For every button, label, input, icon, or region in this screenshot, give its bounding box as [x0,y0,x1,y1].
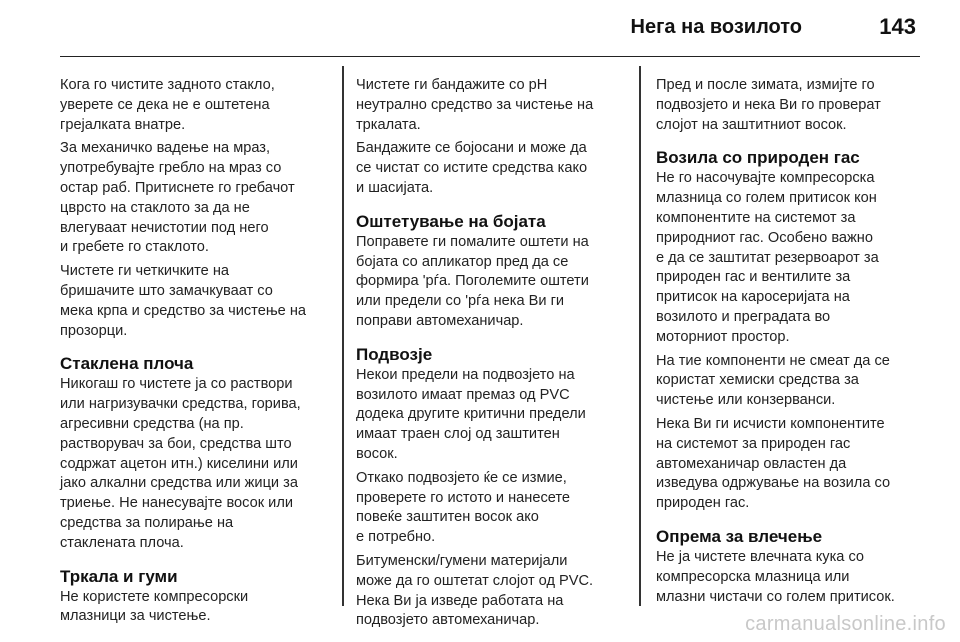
page-number: 143 [879,14,916,39]
paragraph: За механичко вадење на мраз, употребувајте гребло на мраз со остар раб. Притиснете го гребачот цврсто на стаклото за да не влегуваат нечистотии под него и гребете го стаклото. [60,140,295,256]
paragraph: Чистете ги четкичките на бришачите што замачкуваат со мека крпа и средство за чистење на прозорци. [60,263,307,339]
page-header [60,0,920,57]
paragraph: Чистете ги бандажите со pH неутрално средство за чистење на тркалата. [356,77,594,133]
column-2 [356,76,628,629]
section-heading: Тркала и гуми [60,566,178,586]
paragraph: Поправете ги помалите оштети на бојата со апликатор пред да се формира 'рѓа. Поголемите оштети или предели со 'рѓа нека Ви ги поправи автомеханичар. [356,233,589,329]
paragraph: Не го насочувајте компресорска млазница со голем притисок кон компонентите на системот за природниот гас. Особено важно е да се заштитат резервоарот за природен гас и вентилите за притисок на каросеријата на возилото и преградата во моторниот простор. [656,170,879,345]
paragraph: Не користете компресорски млазници за чистење. [60,588,249,625]
paragraph: Битуменски/гумени материјали може да го оштетат слојот од PVC. Нека Ви ја изведе работата на подвозјето автомеханичар. [356,552,594,629]
section-heading: Возила со природен гас [656,148,860,168]
paragraph: Нека Ви ги исчисти компонентите на системот за природен гас автомеханичар овластен да изведува одржување на возила со природен гас. [656,415,891,512]
section-heading: Оштетување на бојата [356,211,546,231]
section-heading: Подвозје [356,344,433,364]
column-divider [342,66,344,606]
section-heading: Опрема за влечење [656,526,823,546]
page-title: Нега на возилото [630,16,802,38]
paragraph: Бандажите се бојосани и може да се чистат со истите средства како и шасијата. [356,140,588,196]
column-3 [656,76,926,606]
paragraph: Некои предели на подвозјето на возилото имаат премаз од PVC додека другите критични предели имаат траен слој од заштитен восок. [356,366,586,462]
paragraph: На тие компоненти не смеат да се користат хемиски средства за чистење или конзерванси. [656,352,890,409]
paragraph: Не ја чистете влечната кука со компресорска млазница или млазни чистачи со голем притисок. [656,548,895,605]
paragraph: Кога го чистите задното стакло, уверете се дека не е оштетена грејалката внатре. [60,77,275,133]
paragraph: Пред и после зимата, измијте го подвозјето и нека Ви го проверат слојот на заштитниот восок. [656,77,881,133]
paragraph: Откако подвозјето ќе се измие, проверете го истото и нанесете повеќе заштитен восок ако е потребно. [356,469,571,546]
column-divider [639,66,641,606]
paragraph: Никогаш го чистете ја со раствори или нагризувачки средства, горива, агресивни средства (на пр. растворувач за бои, средства што содржат ацетон итн.) киселини или јако алкални средства или жици за триење. Не нанесувајте восок или средства за полирање на стаклената плоча. [60,376,301,551]
section-heading: Стаклена плоча [60,354,194,374]
watermark: carmanualsonline.info [745,613,946,635]
column-1 [60,76,340,625]
